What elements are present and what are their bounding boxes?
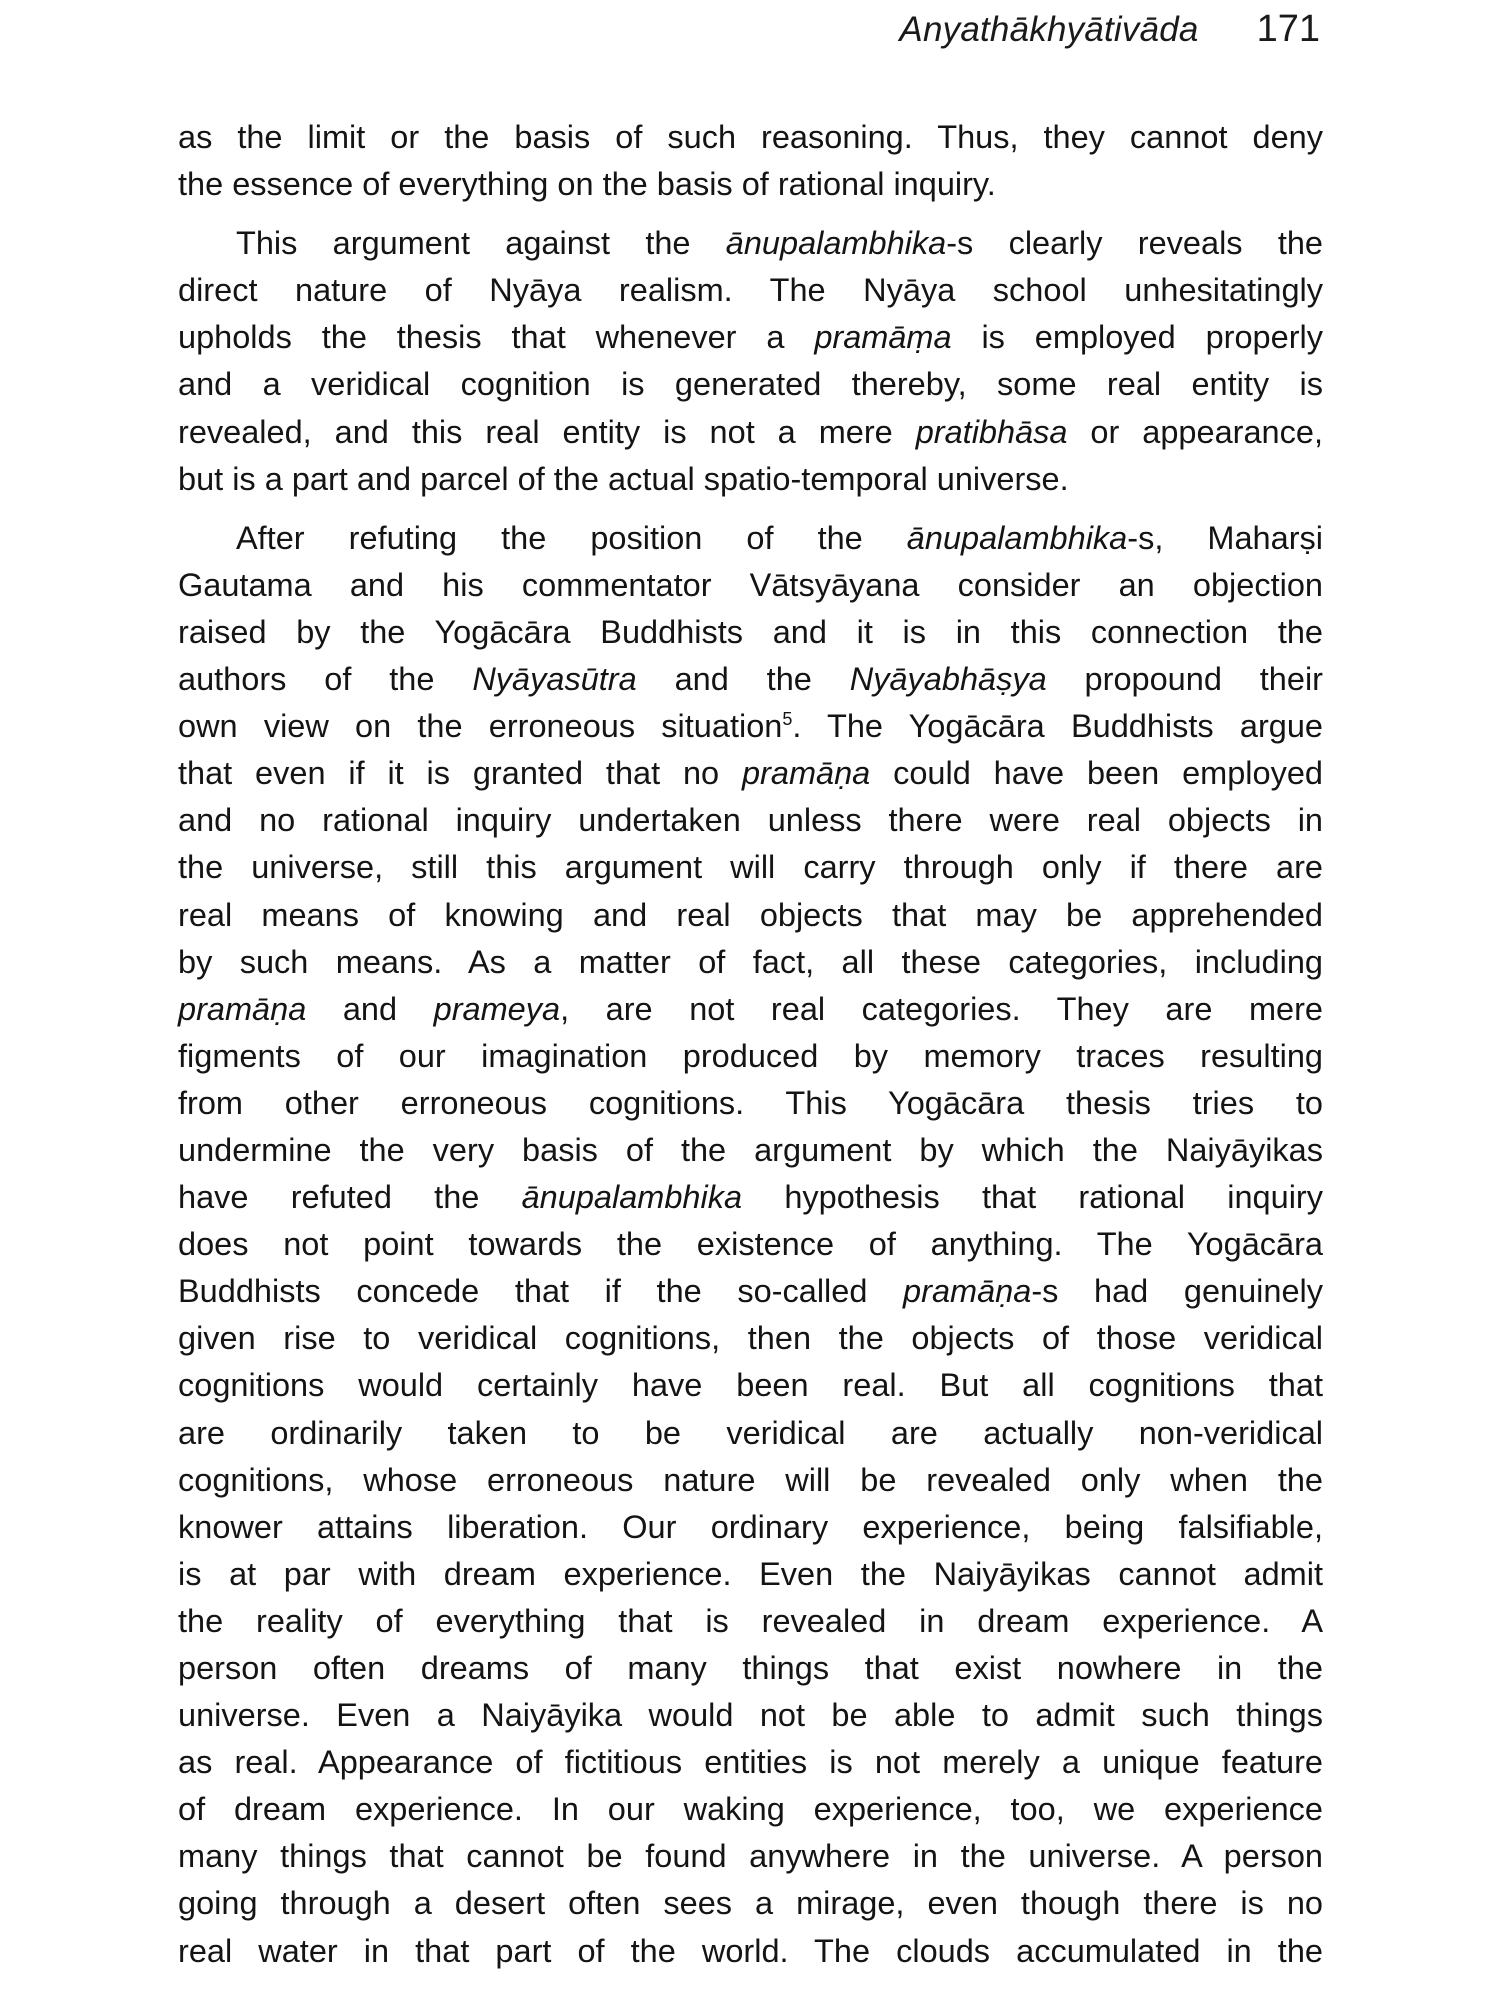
text-run: revealed, and this real entity is not a mere	[178, 413, 916, 450]
text-run: knower attains liberation. Our ordinary experience, being falsifiable,	[178, 1508, 1323, 1545]
italic-term: ānupalambhika	[521, 1179, 743, 1216]
text-run: does not point towards the existence of anything. The Yogācāra	[178, 1226, 1323, 1263]
italic-term: ānupalambhika	[725, 225, 947, 262]
text-line	[178, 1033, 1323, 1080]
paragraph	[178, 515, 1323, 1975]
text-line	[178, 515, 1323, 562]
text-run: cognitions, whose erroneous nature will be revealed only when the	[178, 1461, 1323, 1498]
text-run: -s had genuinely	[1031, 1273, 1324, 1310]
text-line	[178, 267, 1323, 314]
text-run: cognitions would certainly have been real. But all cognitions that	[178, 1367, 1323, 1404]
text-run: universe. Even a Naiyāyika would not be able to admit such things	[178, 1697, 1323, 1734]
text-line	[178, 1833, 1323, 1880]
paragraph	[178, 220, 1323, 503]
text-run: have refuted the	[178, 1179, 522, 1216]
text-run: , are not real categories. They are mere	[560, 990, 1323, 1027]
text-run: given rise to veridical cognitions, then the objects of those veridical	[178, 1320, 1323, 1357]
text-line	[178, 1362, 1323, 1409]
text-line	[178, 844, 1323, 891]
text-run: -s, Maharṣi	[1127, 519, 1323, 556]
text-line	[178, 1786, 1323, 1833]
text-run: is employed properly	[951, 319, 1323, 356]
text-line	[178, 939, 1323, 986]
text-line	[178, 703, 1323, 750]
text-run: the essence of everything on the basis of rational inquiry.	[178, 166, 996, 203]
text-run: real means of knowing and real objects that may be apprehended	[178, 896, 1323, 933]
text-run: and the	[636, 661, 850, 698]
text-line	[178, 1174, 1323, 1221]
text-run: as the limit or the basis of such reasoning. Thus, they cannot deny	[178, 119, 1323, 155]
text-run: the universe, still this argument will carry through only if there are	[178, 849, 1323, 886]
italic-term: Nyāyabhāṣya	[849, 661, 1047, 698]
text-line	[178, 1457, 1323, 1504]
text-line	[178, 1127, 1323, 1174]
text-run: many things that cannot be found anywhere in the universe. A person	[178, 1838, 1323, 1875]
text-run: propound their	[1046, 661, 1323, 698]
text-line	[178, 1551, 1323, 1598]
text-line	[178, 1268, 1323, 1315]
text-line	[178, 656, 1323, 703]
text-line	[178, 986, 1323, 1033]
text-run: authors of the	[178, 661, 473, 698]
text-run: or appearance,	[1067, 413, 1323, 450]
italic-term: pramāṃa	[814, 319, 952, 356]
text-run: the reality of everything that is revealed in dream experience. A	[178, 1602, 1323, 1639]
italic-term: pratibhāsa	[915, 413, 1068, 450]
text-run: person often dreams of many things that exist nowhere in the	[178, 1650, 1323, 1686]
text-run: and	[306, 990, 434, 1027]
text-run: going through a desert often sees a mirage, even though there is no	[178, 1885, 1323, 1922]
text-run: upholds the thesis that whenever a	[178, 319, 815, 356]
text-run: Gautama and his commentator Vātsyāyana consider an objection	[178, 566, 1323, 603]
chapter-running-title: Anyathākhyātivāda	[899, 10, 1199, 49]
text-run: from other erroneous cognitions. This Yogācāra thesis tries to	[178, 1084, 1323, 1121]
text-run: as real. Appearance of fictitious entities is not merely a unique feature	[178, 1744, 1323, 1781]
italic-term: Nyāyasūtra	[472, 661, 637, 698]
text-run: figments of our imagination produced by memory traces resulting	[178, 1037, 1323, 1074]
text-run: raised by the Yogācāra Buddhists and it is in this connection the	[178, 613, 1323, 650]
text-run: could have been employed	[870, 755, 1323, 792]
text-run: is at par with dream experience. Even the Naiyāyikas cannot admit	[178, 1555, 1323, 1592]
text-run: and a veridical cognition is generated thereby, some real entity is	[178, 366, 1323, 403]
text-run: After refuting the position of the	[236, 519, 907, 556]
text-run: This argument against the	[236, 225, 726, 262]
text-line	[178, 750, 1323, 797]
text-run: own view on the erroneous situation	[178, 708, 783, 745]
text-line	[178, 1598, 1323, 1645]
text-line	[178, 562, 1323, 609]
text-run: Buddhists concede that if the so-called	[178, 1273, 904, 1310]
text-line	[178, 609, 1323, 656]
text-run: direct nature of Nyāya realism. The Nyāya school unhesitatingly	[178, 272, 1323, 309]
footnote-marker: 5	[782, 709, 793, 730]
text-line	[178, 1080, 1323, 1127]
text-run: real water in that part of the world. The clouds accumulated in the	[178, 1932, 1323, 1969]
italic-term: pramāṇa	[741, 755, 871, 792]
text-run: and no rational inquiry undertaken unless there were real objects in	[178, 802, 1323, 839]
text-line	[178, 797, 1323, 844]
italic-term: pramāṇa	[178, 990, 307, 1027]
text-line	[178, 314, 1323, 361]
text-line	[178, 1504, 1323, 1551]
text-run: that even if it is granted that no	[178, 755, 742, 792]
italic-term: pramāṇa	[903, 1273, 1032, 1310]
text-run: hypothesis that rational inquiry	[742, 1179, 1323, 1216]
text-line	[178, 1410, 1323, 1457]
running-header	[840, 8, 1320, 68]
text-line	[178, 1739, 1323, 1786]
text-line	[178, 456, 1323, 503]
text-line	[178, 1221, 1323, 1268]
text-run: undermine the very basis of the argument by which the Naiyāyikas	[178, 1131, 1323, 1168]
text-run: of dream experience. In our waking experience, too, we experience	[178, 1791, 1323, 1828]
body-text	[178, 114, 1323, 1987]
text-run: . The Yogācāra Buddhists argue	[792, 708, 1323, 745]
text-run: but is a part and parcel of the actual spatio-temporal universe.	[178, 460, 1069, 497]
italic-term: prameya	[433, 990, 561, 1027]
italic-term: ānupalambhika	[906, 519, 1128, 556]
page-number: 171	[1256, 8, 1320, 50]
text-line	[178, 361, 1323, 408]
paragraph	[178, 114, 1323, 208]
text-run: are ordinarily taken to be veridical are actually non-veridical	[178, 1414, 1323, 1451]
text-line	[178, 1880, 1323, 1927]
text-line	[178, 1315, 1323, 1362]
text-line	[178, 161, 1323, 208]
text-line	[178, 409, 1323, 456]
text-line	[178, 1928, 1323, 1975]
text-run: -s clearly reveals the	[946, 225, 1323, 262]
text-line	[178, 1645, 1323, 1692]
text-run: by such means. As a matter of fact, all these categories, including	[178, 943, 1323, 980]
text-line	[178, 220, 1323, 267]
text-line	[178, 1692, 1323, 1739]
text-line	[178, 114, 1323, 161]
text-line	[178, 892, 1323, 939]
